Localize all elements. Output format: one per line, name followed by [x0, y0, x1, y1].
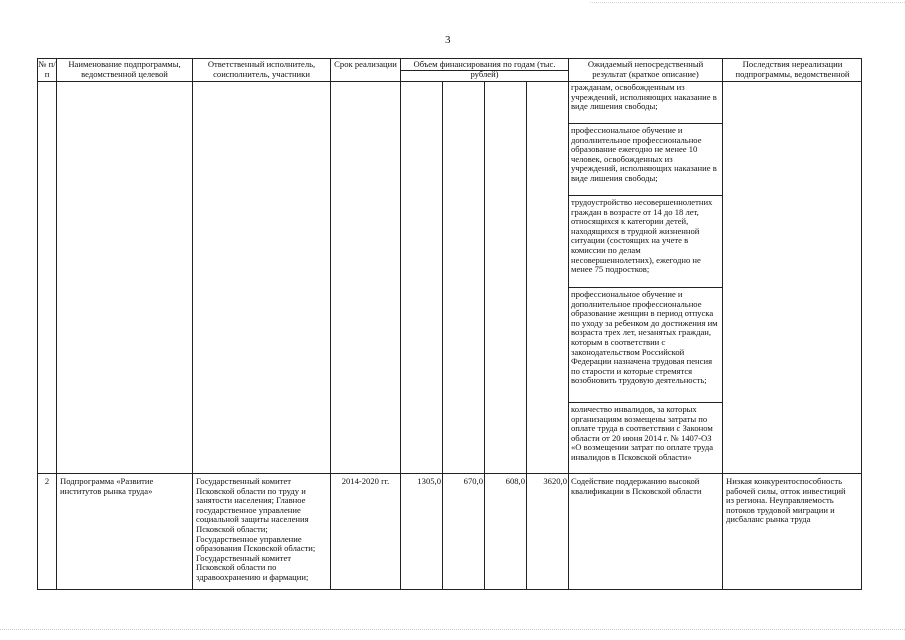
row2-num: 2 — [44, 477, 50, 486]
col-border-1 — [56, 58, 57, 590]
result-item-4: профессиональное обучение и дополнительное профессиональное образование женщин в период отпуска по уходу за ребенком до достижения им возраста трех лет, незанятых граждан, которым в соответствии с законодательством Российской Федерации назначена трудовая пенсия по старости и которые стремятся возобновить трудовую деятельность; — [571, 290, 718, 386]
row2-fund-3: 608,0 — [505, 477, 525, 486]
row2-term: 2014-2020 гг. — [341, 477, 390, 486]
col-border-4 — [400, 58, 401, 590]
table-top-border — [37, 58, 862, 59]
result-divider-4 — [568, 402, 722, 403]
result-divider-2 — [568, 195, 722, 196]
table-bottom-border — [37, 589, 862, 590]
header-name: Наименование подпрограммы, ведомственной целевой — [68, 60, 181, 79]
col-border-6 — [484, 81, 485, 590]
col-border-2 — [192, 58, 193, 590]
col-border-10 — [861, 58, 862, 590]
header-consequences: Последствия нереализации подпрограммы, ведомственной — [735, 60, 850, 79]
result-divider-1 — [568, 123, 722, 124]
row-divider — [37, 473, 862, 474]
page-number: 3 — [445, 34, 451, 46]
header-term: Срок реализации — [334, 60, 397, 69]
row2-name: Подпрограмма «Развитие институтов рынка труда» — [60, 477, 154, 496]
row2-consequences: Низкая конкурентоспособность рабочей силы, отток инвестиций из региона. Неуправляемость потоков трудовой миграции и дисбаланс рынка труда — [726, 477, 846, 525]
result-item-1: гражданам, освобожденным из учреждений, исполняющих наказание в виде лишения свободы; — [571, 83, 717, 112]
header-funding: Объем финансирования по годам (тыс. рублей) — [413, 60, 556, 79]
result-item-3: трудоустройство несовершеннолетних граждан в возрасте от 14 до 18 лет, относящихся к категории детей, находящихся в трудной жизненной ситуации (состоящих на учете в комиссии по делам несовершеннолетних), ежегодно не менее 75 подростков; — [571, 198, 713, 275]
row2-fund-4: 3620,0 — [543, 477, 567, 486]
row2-result: Содействие поддержанию высокой квалификации в Псковской области — [571, 477, 702, 496]
result-item-2: профессиональное обучение и дополнительное профессиональное образование ежегодно не менее 10 человек, освобожденных из учреждений, исполняющих наказание в виде лишения свободы; — [571, 126, 717, 183]
header-executor: Ответственный исполнитель, соисполнитель, участники — [207, 60, 316, 79]
header-bottom-border — [37, 81, 862, 82]
scan-noise-bottom — [0, 629, 905, 632]
col-border-9 — [722, 58, 723, 590]
col-border-3 — [330, 58, 331, 590]
col-border-8 — [568, 58, 569, 590]
row2-executor: Государственный комитет Псковской области по труду и занятости населения; Главное государственное управление социальной защиты населения Псковской области; Государственное управление образования Псковской области; Государственный комитет Псковской области по здравоохранению и фармации; — [196, 477, 316, 582]
row2-fund-2: 670,0 — [463, 477, 483, 486]
row2-fund-1: 1305,0 — [417, 477, 441, 486]
header-result: Ожидаемый непосредственный результат (краткое описание) — [587, 60, 704, 79]
col-border-5 — [442, 81, 443, 590]
result-item-5: количество инвалидов, за которых организациям возмещены затраты по оплате труда в соответствии с Законом области от 20 июня 2014 г. № 1407-ОЗ «О возмещении затрат по оплате труда инвалидов в Псковской области» — [571, 405, 714, 462]
header-num: № п/п — [38, 60, 56, 79]
col-border-7 — [526, 81, 527, 590]
result-divider-3 — [568, 287, 722, 288]
col-border-0 — [37, 58, 38, 590]
